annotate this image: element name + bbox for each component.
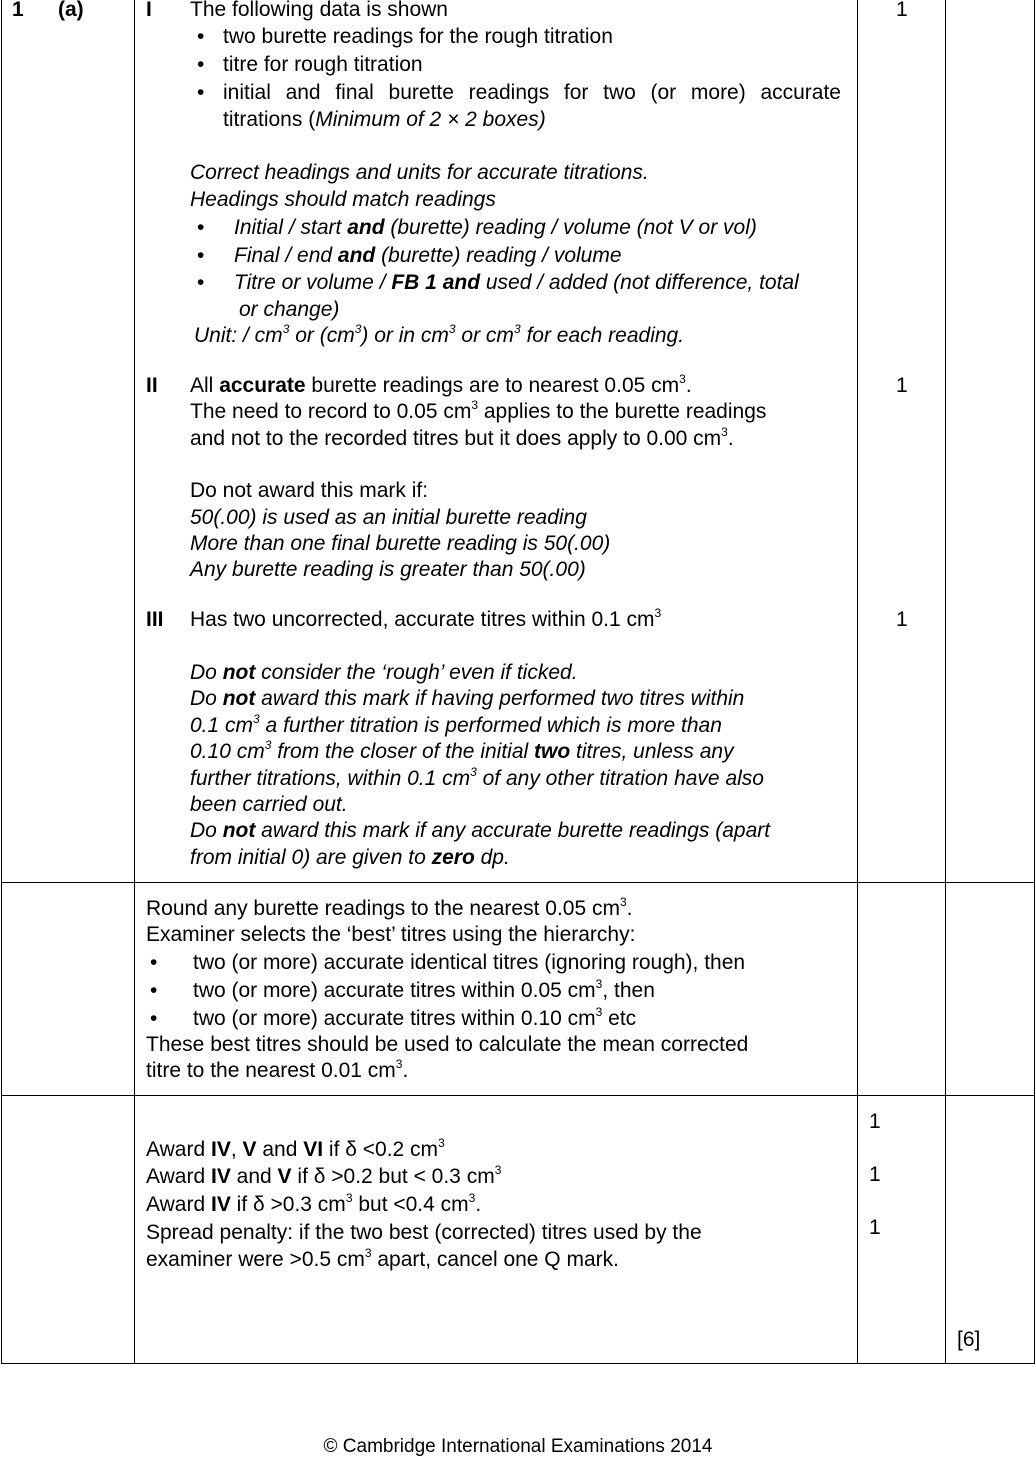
- bullet-dot: •: [197, 53, 205, 76]
- row-divider-2: [1, 1095, 1035, 1096]
- section-II-line-2: The need to record to 0.05 $cm^3$ applies to the burette readings: [190, 398, 767, 423]
- award-line-1: Award IV, V and VI if δ <0.2 $cm^3$: [146, 1136, 445, 1161]
- section-III-line-1: Has two uncorrected, accurate titres within 0.1 $cm^3$: [190, 606, 662, 631]
- section-III-detail-5: further titrations, within 0.1 $cm^3$ of any other titration have also: [190, 765, 764, 790]
- section-III-label: III: [146, 608, 164, 631]
- bullet-dot: •: [150, 1007, 158, 1030]
- round-line-3: These best titres should be used to calculate the mean corrected: [146, 1033, 749, 1056]
- total-marks: [6]: [957, 1328, 981, 1351]
- table-border-right: [1034, 0, 1035, 1364]
- section-I-intro: The following data is shown: [190, 0, 448, 21]
- round-line-4: titre to the nearest 0.01 $cm^3$.: [146, 1057, 409, 1082]
- section-I-label: I: [146, 0, 152, 21]
- round-line-1: Round any burette readings to the nearest 0.05 $cm^3$.: [146, 895, 633, 920]
- section-III-detail-1: Do not consider the ‘rough’ even if ticked.: [190, 661, 578, 684]
- list-item-text: initial and final burette readings for two (or more) accurate titrations (: [223, 81, 841, 131]
- award-line-2: Award IV and V if δ >0.2 but < 0.3 $cm^3$: [146, 1163, 502, 1188]
- bullet-dot: •: [150, 951, 158, 974]
- award-mark-1: 1: [869, 1110, 881, 1133]
- section-III-detail-3: 0.1 $cm^3$ a further titration is performed which is more than: [190, 712, 722, 737]
- headings-intro-2: Headings should match readings: [190, 188, 496, 211]
- section-II-condition-2: More than one final burette reading is 50(.00): [190, 532, 611, 555]
- heading-titre: Titre or volume / FB 1 and used / added (not difference, total: [234, 271, 799, 294]
- section-III-detail-4: 0.10 $cm^3$ from the closer of the initial two titres, unless any: [190, 738, 734, 763]
- table-border-bottom: [1, 1363, 1035, 1364]
- table-border-left: [1, 0, 2, 1364]
- list-item: [223, 80, 841, 133]
- award-mark-2: 1: [869, 1163, 881, 1186]
- heading-initial: Initial / start and (burette) reading / volume (not V or vol): [234, 216, 757, 239]
- section-II-line-3: and not to the recorded titres but it does apply to 0.00 $cm^3$.: [190, 425, 734, 450]
- section-II-line-1: All accurate burette readings are to nearest 0.05 $cm^3$.: [190, 372, 692, 397]
- heading-final: Final / end and (burette) reading / volume: [234, 244, 622, 267]
- question-part: (a): [58, 0, 84, 21]
- list-item: two (or more) accurate identical titres (ignoring rough), then: [193, 951, 746, 974]
- list-item: two (or more) accurate titres within 0.10 $cm^3$ etc: [193, 1005, 637, 1030]
- list-item-italic: Minimum of 2 × 2 boxes): [315, 107, 546, 131]
- list-item: two (or more) accurate titres within 0.05 $cm^3$, then: [193, 977, 655, 1002]
- section-III-detail-8: from initial 0) are given to zero dp.: [190, 846, 510, 869]
- spread-line-2: examiner were >0.5 $cm^3$ apart, cancel one Q mark.: [146, 1246, 619, 1271]
- list-item: titre for rough titration: [223, 53, 423, 76]
- unit-line: Unit: / $cm^3$ or $(cm^3)$ or in $cm^3$ or $cm^3$ for each reading.: [194, 322, 685, 347]
- heading-titre-cont: or change): [239, 298, 340, 321]
- bullet-dot: •: [197, 81, 205, 104]
- spread-line-1: Spread penalty: if the two best (corrected) titres used by the: [146, 1221, 702, 1244]
- section-III-detail-7: Do not award this mark if any accurate burette readings (apart: [190, 819, 771, 842]
- section-III-detail-6: been carried out.: [190, 793, 348, 816]
- bullet-dot: •: [197, 271, 205, 294]
- table-border-col2: [857, 0, 858, 1364]
- section-II-mark: 1: [896, 374, 908, 397]
- bullet-dot: •: [150, 979, 158, 1002]
- section-II-label: II: [146, 374, 158, 397]
- row-divider-1: [1, 882, 1035, 883]
- section-III-detail-2: Do not award this mark if having performed two titres within: [190, 687, 745, 710]
- list-item: two burette readings for the rough titration: [223, 25, 613, 48]
- bullet-dot: •: [197, 216, 205, 239]
- bullet-dot: •: [197, 244, 205, 267]
- award-line-3: Award IV if δ >0.3 $cm^3$ but <0.4 $cm^3$.: [146, 1191, 482, 1216]
- headings-intro-1: Correct headings and units for accurate titrations.: [190, 161, 649, 184]
- award-mark-3: 1: [869, 1216, 881, 1239]
- section-III-mark: 1: [896, 608, 908, 631]
- table-border-col1: [134, 0, 135, 1364]
- round-line-2: Examiner selects the ‘best’ titres using the hierarchy:: [146, 923, 636, 946]
- section-I-mark: 1: [896, 0, 908, 21]
- section-II-condition-3: Any burette reading is greater than 50(.00): [190, 558, 586, 581]
- page-footer: © Cambridge International Examinations 2014: [323, 1436, 713, 1457]
- question-number: 1: [12, 0, 24, 21]
- bullet-dot: •: [197, 25, 205, 48]
- section-II-dna: Do not award this mark if:: [190, 479, 429, 502]
- table-border-col3: [945, 0, 946, 1364]
- section-II-condition-1: 50(.00) is used as an initial burette reading: [190, 506, 587, 529]
